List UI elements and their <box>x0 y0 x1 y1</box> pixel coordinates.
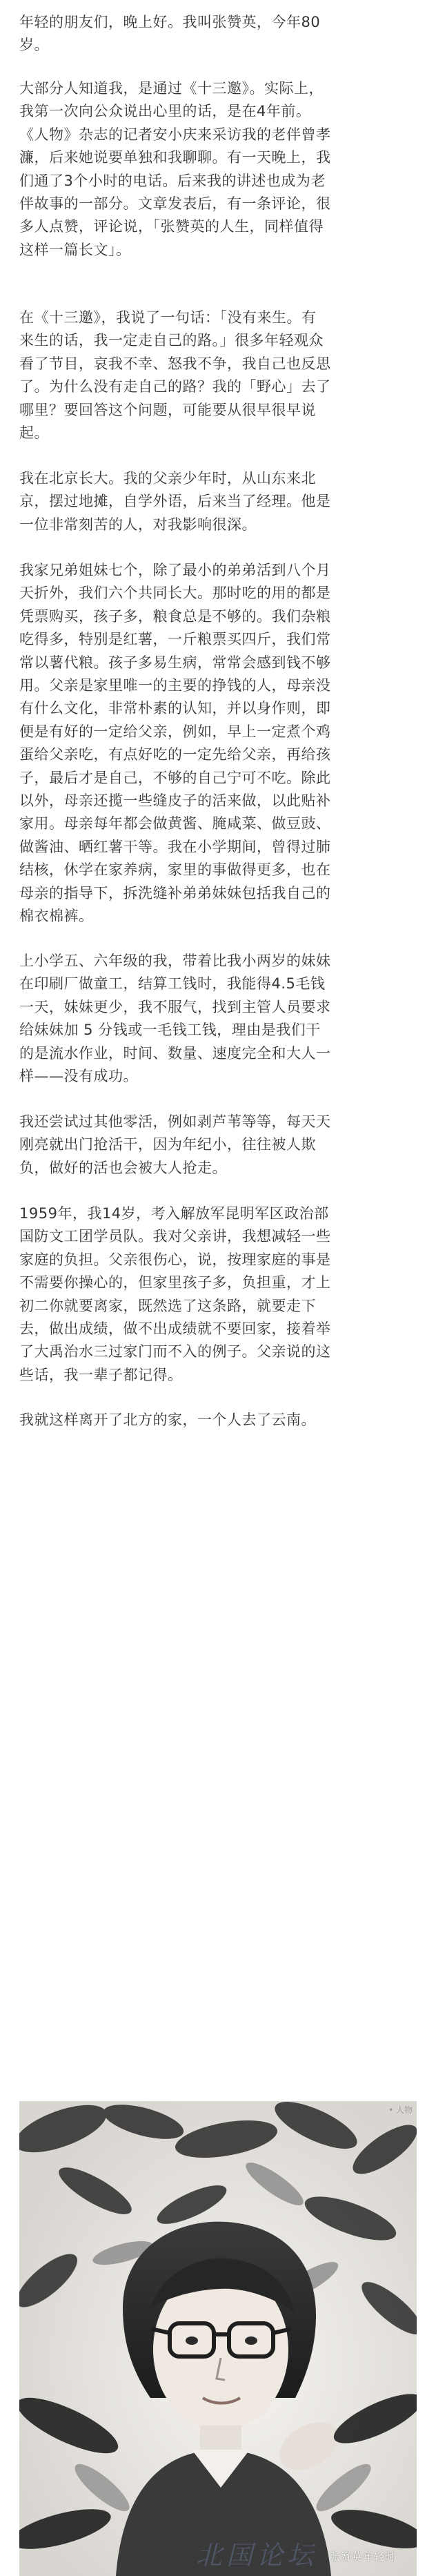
paragraph-odd-jobs: 我还尝试过其他零活，例如剥芦苇等等，每天天 刚亮就出门抢活干，因为年纪小，往往被人欺 负，做好的活也会被大人抢走。 <box>19 1113 331 1176</box>
portrait-photo-image <box>19 2101 417 2576</box>
paragraph-siblings: 我家兄弟姐妹七个，除了最小的弟弟活到八个月 天折外，我们六个共同长大。那时吃的用的都是 凭票购买，孩子多，粮食总是不够的。我们杂粮 吃得多，特别是红薯，一斤粮票买四斤，我们常 常以薯代粮。孩子多易生病，常常会感到钱不够 用。父亲是家里唯一的主要的挣钱的人，母亲没 有什么文化，非常朴素的认知，并以身作则，即 便是有好的一定给父亲，例如，早上一定煮个鸡 蛋给父亲吃，有点好吃的一定先给父亲，再给孩 子，最后才是自己，不够的自己宁可不吃。除此 以外，母亲还揽一些缝皮子的活来做，以此贴补 家用。母亲每年都会做黄酱、腌咸菜、做豆豉、 做酱油、晒红薯干等。我在小学期间，曾得过肺 结核，休学在家养病，家里的事做得更多，也在 母亲的指导下，拆洗缝补弟弟妹妹包括我自己的 棉衣棉裤。 <box>19 562 331 925</box>
paragraph-intro: 年轻的朋友们，晚上好。我叫张赞英，今年80 岁。 <box>19 14 321 54</box>
paragraph-to-yunnan: 我就这样离开了北方的家，一个人去了云南。 <box>19 1412 316 1428</box>
paragraph-1959: 1959年，我14岁，考入解放军昆明军区政治部 国防文工团学员队。我对父亲讲，我想减轻一些 家庭的负担。父亲很伤心，说，按理家庭的事是 不需要你操心的，但家里孩子多，负担重，才上 初二你就要离家，既然选了这条路，就要走下 去，做出成绩，做不出成绩就不要回家，接着举 了大禹治水三过家门而不入的例子。父亲说的这 些话，我一辈子都记得。 <box>19 1205 331 1383</box>
paragraph-child-labor: 上小学五、六年级的我，带着比我小两岁的妹妹 在印刷厂做童工，结算工钱时，我能得4.5毛钱 一天，妹妹更少，我不服气，找到主管人员要求 给妹妹加 5 分钱或一毛钱工钱，理由是我们干 的是流水作业，时间、数量、速度完全和大人一 样——没有成功。 <box>19 953 331 1085</box>
source-mark: • 人物 <box>388 2105 413 2115</box>
paragraph-beijing: 我在北京长大。我的父亲少年时，从山东来北 京，摆过地摊，自学外语，后来当了经理。他是 一位非常刻苦的人，对我影响很深。 <box>19 470 331 533</box>
photo-caption: 张赞英年轻时 <box>329 2550 396 2563</box>
paragraph-no-next-life: 在《十三邀》，我说了一句话：「没有来生。有 来生的话，我一定走自己的路。」很多年轻观众 看了节目，哀我不幸、怒我不争，我自己也反思 了。为什么没有走自己的路？我的「野心」去了 哪里？要回答这个问题，可能要从很早很早说 起。 <box>19 309 331 442</box>
paragraph-thirteen-invites: 大部分人知道我，是通过《十三邀》。实际上， 我第一次向公众说出心里的话，是在4年前。 《人物》杂志的记者安小庆来采访我的老伴曾孝 濂，后来她说要单独和我聊聊。有一天晚上，我 们通了3个小时的电话。后来我的讲述也成为老 伴故事的一部分。文章发表后，有一条评论，很 多人点赞，评论说，「张赞英的人生，同样值得 这样一篇长文」。 <box>19 80 331 258</box>
watermark: 北国论坛 <box>196 2540 318 2570</box>
portrait-photo <box>19 2101 417 2576</box>
